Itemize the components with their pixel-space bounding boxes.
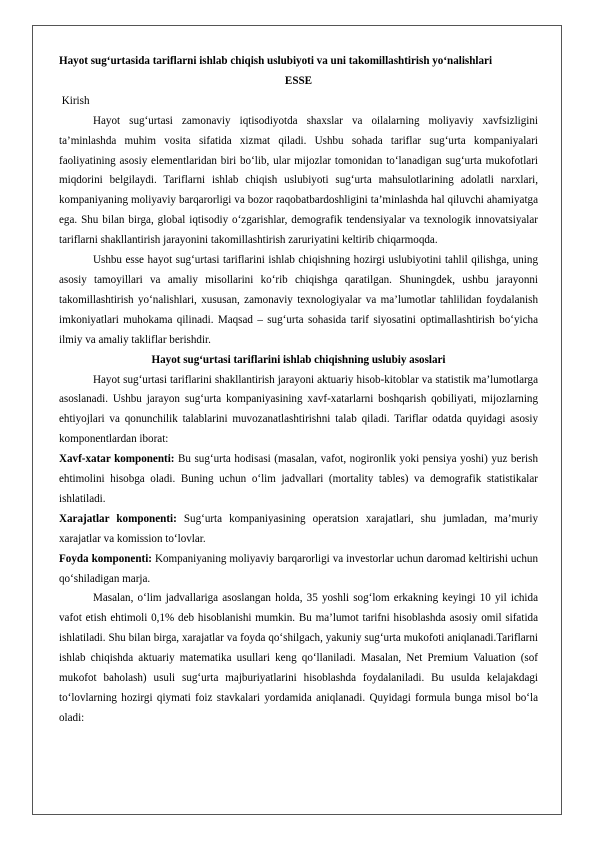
component-risk-label: Xavf-xatar komponenti: [59,453,175,466]
component-risk [59,450,541,510]
component-profit-label: Foyda komponenti: [59,552,152,565]
paragraph-method: Hayot sug‘urtasi tariflarini shakllantirish jarayoni aktuariy hisob-kitoblar va statistik ma’lumotlarga asoslanadi. Ushbu jarayon sug‘urta kompaniyasining xavf-xatarlarni boshqarish qobiliyati, mijozlarning ehtiyojlari va qonunchilik talablarini muvozanatlashtirishni talab qiladi. Tariflar odatda quyidagi asosiy komponentlardan iborat: [59,373,538,446]
paragraph-example: Masalan, o‘lim jadvallariga asoslangan holda, 35 yoshli sog‘lom erkakning keyingi 10 yil ichida vafot etish ehtimoli 0,1% deb hisoblanishi mumkin. Bu ma’lumot tarifni hisoblashda asosiy omil sifatida ishlatiladi. Shu bilan birga, xarajatlar va foyda qo‘shilgach, yakuniy sug‘urta mukofoti aniqlanadi.Tariflarni ishlab chiqishda aktuariy matematika usullari keng qo‘llaniladi. Masalan, Net Premium Valuation (sof mukofot baholash) usuli sug‘urta majburiyatlarini hisoblashda foydalaniladi. Bu usulda kelajakdagi to‘lovlarning hozirgi qiymati foiz stavkalari yordamida aniqlanadi. Quyidagi formula bunga misol bo‘la oladi: [59,592,538,724]
section-heading: Hayot sug‘urtasi tariflarini ishlab chiqishning uslubiy asoslari [151,353,446,366]
component-risk-text: Bu sug‘urta hodisasi (masalan, vafot, nogironlik yoki pensiya yoshi) yuz berish ehtimolini hisobga oladi. Buning uchun o‘lim jadvallari (mortality tables) va demografik statistikalar ishlatiladi. [59,453,541,505]
component-expenses-text: Sug‘urta kompaniyasining operatsion xarajatlari, shu jumladan, ma’muriy xarajatlar va komission to‘lovlar. [59,512,541,545]
component-profit-text: Kompaniyaning moliyaviy barqarorligi va investorlar uchun daromad keltirishi uchun qo‘shiladigan marja. [59,552,541,585]
component-profit [59,550,541,590]
component-expenses [59,510,541,550]
genre-label: ESSE [284,74,313,87]
document-title: Hayot sug‘urtasida tariflarni ishlab chiqish uslubiyoti va uni takomillashtirish yo‘nalishlari [59,55,493,67]
component-expenses-label: Xarajatlar komponenti: [59,512,177,525]
paragraph-intro-2: Ushbu esse hayot sug‘urtasi tariflarini ishlab chiqishning hozirgi uslubiyotini tahlil qilishga, uning asosiy tamoyillari va amaliy misollarini ko‘rib chiqishga qaratilgan. Shuningdek, ushbu jarayonni takomillashtirish yo‘nalishlari, xususan, zamonaviy texnologiyalar va ma’lumotlar tahlilidan foydalanish imkoniyatlari muhokama qilinadi. Maqsad – sug‘urta sohasida tarif siyosatini optimallashtirish bo‘yicha ilmiy va amaliy takliflar berishdir. [59,254,538,346]
essay-content [59,52,541,729]
intro-heading: Kirish [59,94,90,107]
paragraph-intro-1: Hayot sug‘urtasi zamonaviy iqtisodiyotda shaxslar va oilalarning moliyaviy xavfsizligini ta’minlashda muhim vosita sifatida xizmat qiladi. Ushbu sohada tariflar sug‘urta kompaniyalari faoliyatining asosiy elementlaridan biri bo‘lib, ular mijozlar tomonidan to‘lanadigan sug‘urta mukofotlari miqdorini belgilaydi. Tariflarni ishlab chiqish uslubiyoti sug‘urta mahsulotlarining adolatli narxlari, kompaniyaning moliyaviy barqarorligi va bozor raqobatbardoshligini ta’minlashda hal qiluvchi ahamiyatga ega. Shu bilan birga, global iqtisodiy o‘zgarishlar, demografik tendensiyalar va texnologik innovatsiyalar tariflarni shakllantirish jarayonini takomillashtirish zaruriyatini keltirib chiqarmoqda. [59,114,538,247]
